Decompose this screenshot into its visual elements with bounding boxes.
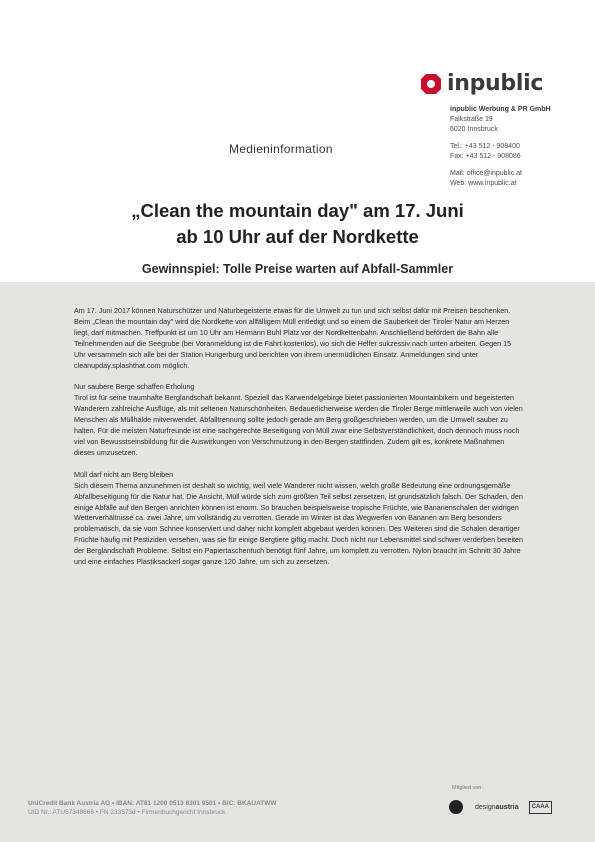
company-fax: Fax: +43 512 - 908086 — [450, 153, 521, 160]
section-heading-erholung: Nur saubere Berge schaffen Erholung — [74, 382, 195, 392]
caaa-logo: CAAA — [529, 801, 552, 814]
inpublic-logo — [420, 71, 543, 97]
company-name: inpublic Werbung & PR GmbH — [450, 106, 551, 113]
company-web[interactable]: Web: www.inpublic.at — [450, 180, 517, 187]
footer-bank-line: UniCredit Bank Austria AG • IBAN: AT81 1200 0513 8301 9501 • BIC: BKAUATWW — [28, 800, 277, 807]
member-logos — [449, 797, 579, 817]
subheadline: Gewinnspiel: Tolle Preise warten auf Abfall-Sammler — [141, 262, 454, 276]
company-mail[interactable]: Mail: office@inpublic.at — [450, 170, 522, 177]
designaustria-light: design — [475, 803, 496, 811]
media-title: Medieninformation — [229, 142, 333, 156]
designaustria-logo — [475, 804, 519, 811]
footer-uid-line: UID Nr.: ATU57348666 • FN 233573d • Firmenbuchgericht Innsbruck — [28, 809, 226, 816]
headline-line-2: ab 10 Uhr auf der Nordkette — [176, 226, 419, 247]
paragraph-intro: Am 17. Juni 2017 können Naturschützer und Naturbegeisterte etwas für die Umwelt zu tun und sich selbst dafür mit Preisen beschenken. Beim „Clean the mountain day" wird die Nordkette von allfälligem Müll entledigt und so einem die Sauberkeit der Tiroler Natur am Herzen liegt, darf mitmachen. Treffpunkt ist um 10 Uhr am Hermann Buhl Platz vor der Nordkettenbahn. Anschließend befördert die Bahn alle Teilnehmenden auf die Seegrube (bei Voranmeldung ist die Fahrt kostenlos), wo sich die Helfer sukzessiv nach unten arbeiten. Gegen 15 Uhr versammeln sich alle bei der Station Hungerburg und berichten von ihrem unermüdlichen Einsatz. Anmeldungen sind unter cleanupday.splashthat.com möglich. — [74, 306, 512, 370]
company-city: 6020 Innsbruck — [450, 126, 498, 133]
paragraph-muell: Sich diesem Thema anzunehmen ist deshalt so wichtig, weil viele Wanderer nicht wissen, welch große Bedeutung eine ordnungsgemäße Abfallbeseitigung für die Natur hat. Die Ansicht, Müll würde sich zum größten Teil selbst zersetzen, ist grundsätzlich falsch. Der Schaden, den einige Abfälle auf den Bergen anrichten können ist enorm. So brauchen beispielsweise tropische Früchte, wie Bananenschalen der widrigen Wetterverhältnisse ca. zwei Jahre, um vollständig zu verrotten. Gerade im Winter ist das Wegwerfen von Bananen am Berg besonders problematisch, da sie vom Schnee konserviert und daher nicht komplett abgebaut werden können. Des Weiteren sind die Schalen derartiger Früchte häufig mit Pestiziden versehen, was sie für einige Bergtiere giftig macht. Doch nicht nur Lebensmittel sind schwer verderben bereiten der Berglandschaft Probleme. Selbst ein Papiertaschentuch benötigt fünf Jahre, um komplett zu verrotten. Nylon braucht im Schnitt 30 Jahre und eine einfaches Plastiksackerl sogar ganze 120 Jahre, um sich zu zersetzen. — [74, 480, 524, 567]
headline-line-1: „Clean the mountain day" am 17. Juni — [131, 200, 464, 221]
company-tel: Tel.: +43 512 - 908400 — [450, 143, 520, 150]
headline — [0, 198, 595, 250]
logo-wordmark: inpublic — [447, 71, 544, 96]
company-contact-block — [450, 105, 590, 189]
members-label: Mitglied von: — [452, 785, 483, 791]
company-street: Falkstraße 19 — [450, 116, 493, 123]
body-text — [74, 306, 524, 568]
paragraph-erholung: Tirol ist für seine traumhafte Berglandschaft bekannt. Speziell das Karwendelgebirge bietet passionierten Mountainbikern und begeisterten Wanderern zahlreiche Ausflüge, als mit seltenen Naturschönheiten. Bedauerlicherweise werden die Tiroler Berge mittlerweile auch von vielen Menschen als Müllhalde mitverwendet. Abfalltrennung sollte jedoch gerade am Berg großgeschrieben werden, um die Umwelt sauber zu halten. Für die meisten Naturfreunde ist eine sachgerechte Beseitigung von Müll zwar eine Selbstverständlichkeit, doch dennoch muss noch viel von Bewusstseinsbildung für die Auswirkungen von Verschmutzung in den Bergen stattfinden. Zudem gilt es, konkrete Maßnahmen dieses umzusetzen. — [74, 393, 523, 457]
designaustria-bold: austria — [495, 803, 519, 811]
section-heading-muell: Müll darf nicht am Berg bleiben — [74, 469, 174, 479]
inpublic-logo-icon — [420, 73, 442, 95]
footer-bank-info — [28, 799, 277, 817]
member-circle-logo-icon — [449, 800, 463, 814]
